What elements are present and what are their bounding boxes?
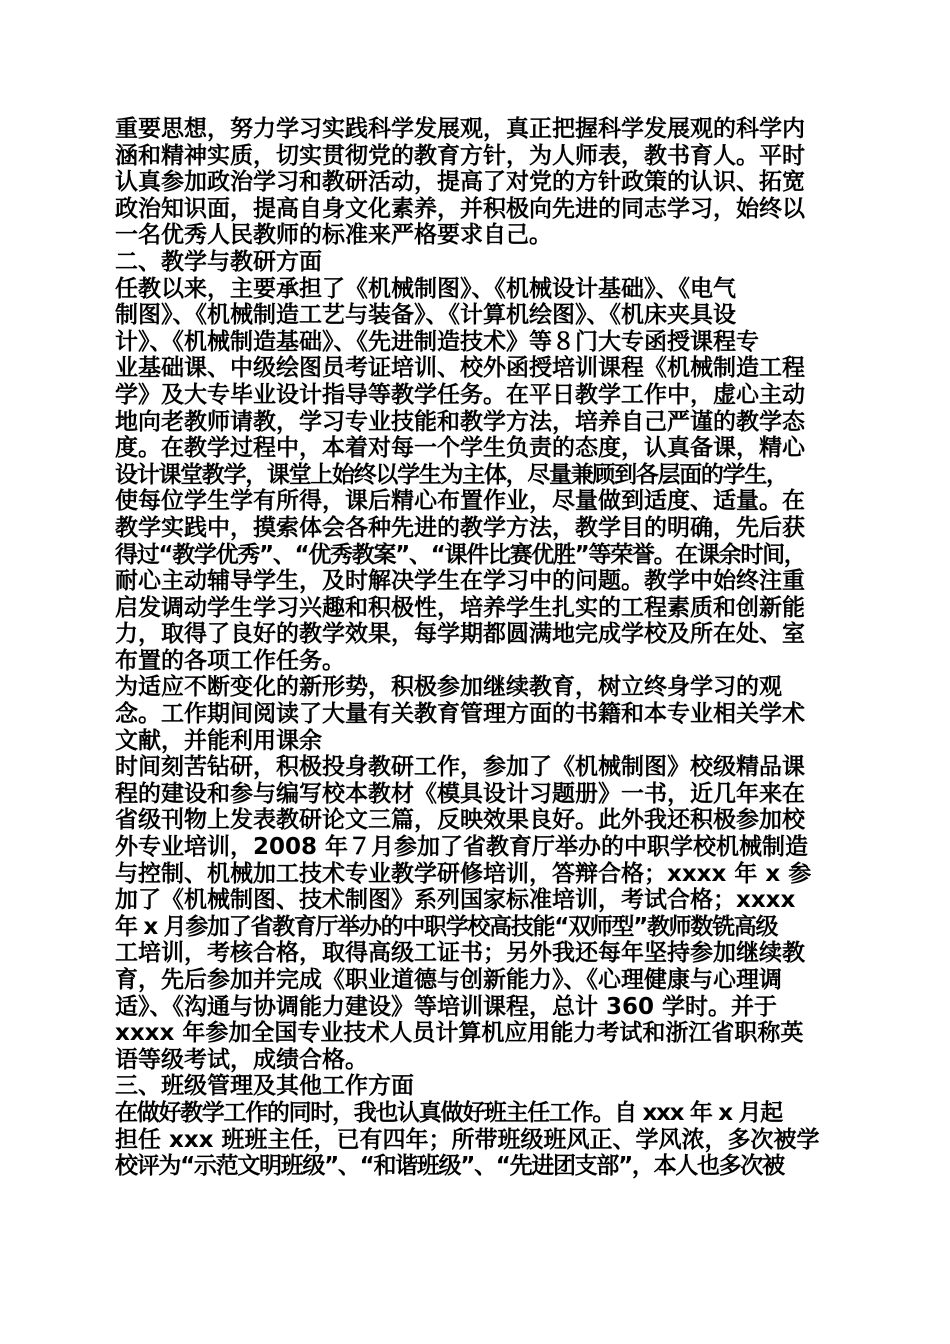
text-line: 育，先后参加并完成《职业道德与创新能力》、《心理健康与心理调 [115,967,782,993]
text-line: 省级刊物上发表教研论文三篇，反映效果良好。此外我还积极参加校 [115,807,805,834]
text-line: 与控制、机械加工技术专业教学研修培训，答辩合格；xxxx 年 x 参 [115,860,812,887]
text-line: 一名优秀人民教师的标准来严格要求自己。 [115,222,552,249]
text-line: 得过“教学优秀”、“优秀教案”、“课件比赛优胜”等荣誉。在课余时间， [115,541,806,568]
text-line: 学》及大专毕业设计指导等教学任务。在平日教学工作中，虚心主动 [115,381,805,408]
text-line: 念。工作期间阅读了大量有关教育管理方面的书籍和本专业相关学术 [115,701,805,728]
text-line: 为适应不断变化的新形势，积极参加继续教育，树立终身学习的观 [115,674,782,701]
text-line: xxxx 年参加全国专业技术人员计算机应用能力考试和浙江省职称英 [115,1020,804,1047]
text-line: 力，取得了良好的教学效果，每学期都圆满地完成学校及所在处、室 [115,621,805,648]
text-line: 政治知识面，提高自身文化素养，并积极向先进的同志学习，始终以 [115,195,805,222]
section-heading-class-management: 三、班级管理及其他工作方面 [115,1073,414,1100]
text-line: 涵和精神实质，切实贯彻党的教育方针，为人师表，教书育人。平时 [115,142,805,169]
text-line: 计》、《机械制造基础》、《先进制造技术》等８门大专函授课程专 [115,328,759,355]
text-line: 度。在教学过程中，本着对每一个学生负责的态度，认真备课，精心 [115,435,805,462]
text-line: 文献，并能利用课余 [115,727,322,754]
text-line: 教学实践中，摸索体会各种先进的教学方法，教学目的明确，先后获 [115,514,805,541]
text-line: 程的建设和参与编写校本教材《模具设计习题册》一书，近几年来在 [115,780,805,807]
text-line: 适》、《沟通与协调能力建设》等培训课程，总计 360 学时。并于 [115,993,778,1020]
text-line: 加了《机械制图、技术制图》系列国家标准培训，考试合格；xxxx [115,887,796,914]
section-heading-teaching: 二、教学与教研方面 [115,248,322,275]
text-line: 业基础课、中级绘图员考证培训、校外函授培训课程《机械制造工程 [115,355,805,382]
text-line: 在做好教学工作的同时，我也认真做好班主任工作。自 xxx 年 x 月起 [115,1099,782,1126]
text-line: 任教以来，主要承担了《机械制图》、《机械设计基础》、《电气 [115,275,736,302]
text-line: 使每位学生学有所得，课后精心布置作业，尽量做到适度、适量。在 [115,488,805,515]
text-line: 启发调动学生学习兴趣和积极性，培养学生扎实的工程素质和创新能 [115,594,805,621]
text-line: 校评为“示范文明班级”、“和谐班级”、“先进团支部”，本人也多次被 [115,1153,784,1180]
text-line: 担任 xxx 班班主任，已有四年；所带班级班风正、学风浓，多次被学 [115,1126,820,1153]
text-line: 语等级考试，成绩合格。 [115,1046,368,1073]
document-body [115,116,843,1180]
text-line: 重要思想，努力学习实践科学发展观，真正把握科学发展观的科学内 [115,116,805,142]
text-line: 认真参加政治学习和教研活动，提高了对党的方针政策的认识、拓宽 [115,169,805,196]
text-line: 地向老教师请教，学习专业技能和教学方法，培养自己严谨的教学态 [115,408,805,435]
text-line: 外专业培训，2008 年７月参加了省教育厅举办的中职学校机械制造 [115,834,809,861]
text-line: 制图》、《机械制造工艺与装备》、《计算机绘图》、《机床夹具设 [115,302,736,329]
text-line: 工培训，考核合格，取得高级工证书；另外我还每年坚持参加继续教 [115,940,805,967]
text-line: 设计课堂教学，课堂上始终以学生为主体，尽量兼顾到各层面的学生， [115,461,788,488]
text-line: 时间刻苦钻研，积极投身教研工作，参加了《机械制图》校级精品课 [115,754,805,781]
text-line: 布置的各项工作任务。 [115,647,345,674]
text-line: 年 x 月参加了省教育厅举办的中职学校高技能“双师型”教师数铣高级 [115,913,778,940]
text-line: 耐心主动辅导学生，及时解决学生在学习中的问题。教学中始终注重 [115,568,805,595]
